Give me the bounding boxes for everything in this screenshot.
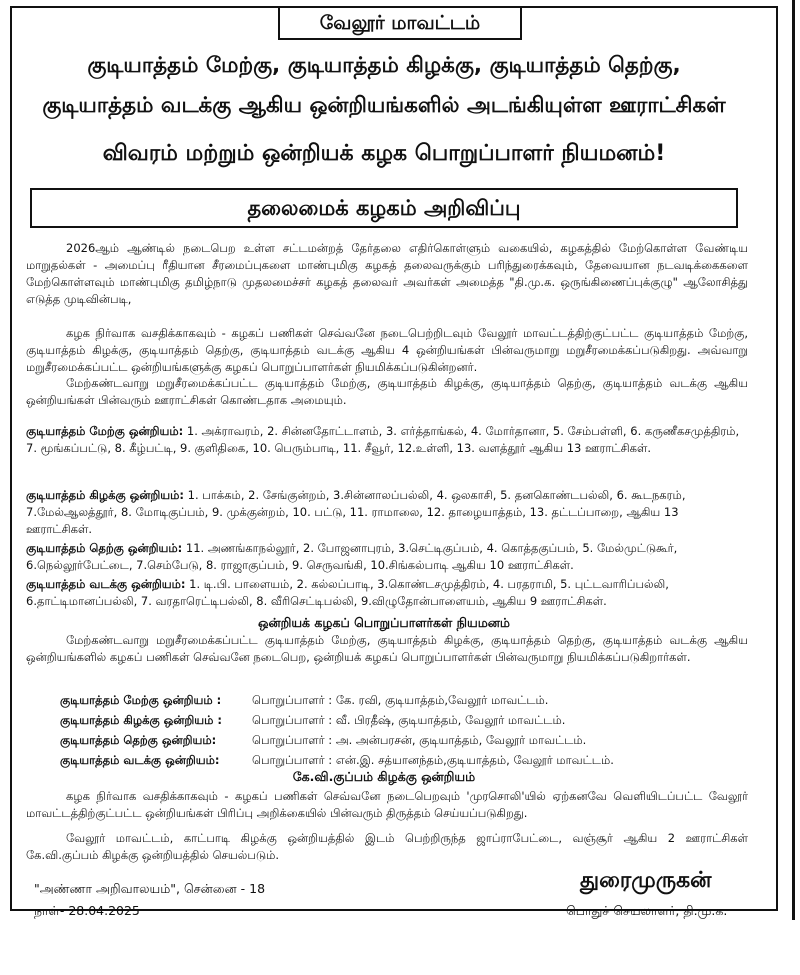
union-east-entry <box>26 487 748 538</box>
issue-date: நாள்- 28.04.2025 <box>34 903 140 918</box>
appointment-east-text: பொறுப்பாளர் : வீ. பிரதீஷ், குடியாத்தம், வேலூர் மாவட்டம். <box>252 713 566 727</box>
appointment-east-label: குடியாத்தம் கிழக்கு ஒன்றியம் : <box>60 713 222 727</box>
appointment-south <box>60 732 760 749</box>
union-west-label: குடியாத்தம் மேற்கு ஒன்றியம்: <box>26 424 184 438</box>
union-north-label: குடியாத்தம் வடக்கு ஒன்றியம்: <box>26 577 186 591</box>
announcement-banner: தலைமைக் கழகம் அறிவிப்பு <box>30 188 738 228</box>
appointment-north-label: குடியாத்தம் வடக்கு ஒன்றியம்: <box>60 753 220 767</box>
subheading-appointments: ஒன்றியக் கழகப் பொறுப்பாளர்கள் நியமனம் <box>257 615 510 630</box>
appointment-west-label: குடியாத்தம் மேற்கு ஒன்றியம் : <box>60 693 222 707</box>
union-east-label: குடியாத்தம் கிழக்கு ஒன்றியம்: <box>26 488 184 502</box>
paragraph-kv-kuppam: வேலூர் மாவட்டம், காட்பாடி கிழக்கு ஒன்றியத்தில் இடம் பெற்றிருந்த ஜாப்ராபேட்டை, வஞ்சூர் ஆகிய 2 ஊராட்சிகள் கே.வி.குப்பம் கிழக்கு ஒன்றியத்தில் செயல்படும். <box>26 831 748 862</box>
appointment-south-label: குடியாத்தம் தெற்கு ஒன்றியம்: <box>60 733 217 747</box>
appointment-north-text: பொறுப்பாளர் : என்.இ. சத்யானந்தம்,குடியாத்தம், வேலூர் மாவட்டம். <box>252 753 614 767</box>
union-west-entry <box>26 423 748 457</box>
paragraph-correction: கழக நிர்வாக வசதிக்காகவும் - கழகப் பணிகள் செவ்வனே நடைபெறவும் 'முரசொலி'யில் ஏற்கனவே வெளியிடப்பட்ட வேலூர் மாவட்டத்திற்குட்பட்ட ஒன்றியங்கள் பிரிப்பு அறிக்கையில் பின்வரும் திருத்தம் செய்யப்படுகிறது. <box>26 789 748 820</box>
appointment-north <box>60 752 760 769</box>
headline-line-2: குடியாத்தம் வடக்கு ஆகிய ஒன்றியங்களில் அடங்கியுள்ள ஊராட்சிகள் <box>42 93 726 118</box>
paragraph-appointments: மேற்கண்டவாறு மறுசீரமைக்கப்பட்ட குடியாத்தம் மேற்கு, குடியாத்தம் கிழக்கு, குடியாத்தம் தெற்கு, குடியாத்தம் வடக்கு ஆகிய ஒன்றியங்களில் கழகப் பணிகள் செவ்வனே நடைபெற, ஒன்றியக் கழகப் பொறுப்பாளர்கள் பின்வருமாறு நியமிக்கப்படுகிறார்கள். <box>26 633 748 664</box>
union-south-label: குடியாத்தம் தெற்கு ஒன்றியம்: <box>26 541 183 555</box>
union-south-list: 11. அணங்காநல்லூர், 2. போஜனாபுரம், 3.செட்டிகுப்பம், 4. கொத்தகுப்பம், 5. மேல்முட்டுகூர், 6.நெல்லூர்பேட்டை, 7.செம்பேடு, 8. ராஜாகுப்பம், 9. செருவங்கி, 10.சிங்கல்பாடி ஆகிய 10 ஊராட்சிகள். <box>26 541 678 572</box>
signatory-role: பொதுச் செயலாளர், தி.மு.க. <box>566 903 728 918</box>
issue-place: "அண்ணா அறிவாலயம்", சென்னை - 18 <box>34 881 266 896</box>
union-west-list: 1. அக்ராவரம், 2. சின்னதோட்டாளம், 3. எர்த்தாங்கல், 4. மோர்தானா, 5. சேம்பள்ளி, 6. கருணீகசமுத்திரம், 7. மூங்கப்பட்டு, 8. கீழ்பட்டி, 9. குளிதிகை, 10. பெரும்பாடி, 11. சீவூர், 12.உள்ளி, 13. வளத்தூர் ஆகிய 13 ஊராட்சிகள். <box>26 424 740 455</box>
appointment-east <box>60 712 760 729</box>
paragraph-restructure: கழக நிர்வாக வசதிக்காகவும் - கழகப் பணிகள் செவ்வனே நடைபெற்றிடவும் வேலூர் மாவட்டத்திற்குட்பட்ட குடியாத்தம் மேற்கு, குடியாத்தம் கிழக்கு, குடியாத்தம் தெற்கு, குடியாத்தம் வடக்கு ஆகிய 4 ஒன்றியங்கள் பின்வருமாறு மறுசீரமைக்கப்படுகிறது. அவ்வாறு மறுசீரமைக்கப்பட்ட ஒன்றியங்களுக்கு கழகப் பொறுப்பாளர்கள் நியமிக்கப்படுகின்றனர். <box>26 326 748 374</box>
subheading-kv-kuppam: கே.வி.குப்பம் கிழக்கு ஒன்றியம் <box>292 769 476 784</box>
union-north-entry <box>26 576 748 610</box>
union-east-list: 1. பாக்கம், 2. சேங்குன்றம், 3.சின்னாலப்பல்லி, 4. ஒலகாசி, 5. தனகொண்டபல்லி, 6. கூடநகரம், 7.மேல்ஆலத்தூர், 8. மோடிகுப்பம், 9. முக்குன்றம், 10. பட்டு, 11. ராமாலை, 12. தாழையாத்தம், 13. தட்டப்பாறை, ஆகிய 13 ஊராட்சிகள். <box>26 488 686 536</box>
appointment-south-text: பொறுப்பாளர் : அ. அன்பரசன், குடியாத்தம், வேலூர் மாவட்டம். <box>252 733 587 747</box>
paragraph-intro: 2026ஆம் ஆண்டில் நடைபெற உள்ள சட்டமன்றத் தேர்தலை எதிர்கொள்ளும் வகையில், கழகத்தில் மேற்கொள்ள வேண்டிய மாறுதல்கள் - அமைப்பு ரீதியான சீரமைப்புகளை மாண்புமிகு கழகத் தலைவருக்கும் பரிந்துரைக்கவும், தேவையான நடவடிக்கைகளை மேற்கொள்ளவும் மாண்புமிகு தமிழ்நாடு முதலமைச்சர் கழகத் தலைவர் அவர்கள் அமைத்த "தி.மு.க. ஒருங்கிணைப்புக்குழு" ஆலோசித்து எடுத்த முடிவின்படி, <box>26 241 748 306</box>
paragraph-panchayats: மேற்கண்டவாறு மறுசீரமைக்கப்பட்ட குடியாத்தம் மேற்கு, குடியாத்தம் கிழக்கு, குடியாத்தம் தெற்கு, குடியாத்தம் வடக்கு ஆகிய ஒன்றியங்கள் பின்வரும் ஊராட்சிகள் கொண்டதாக அமையும். <box>26 376 748 407</box>
district-title: வேலூர் மாவட்டம் <box>278 6 522 40</box>
headline-line-3: விவரம் மற்றும் ஒன்றியக் கழக பொறுப்பாளர் நியமனம்! <box>102 141 666 166</box>
page-edge-line <box>792 0 795 920</box>
appointment-west-text: பொறுப்பாளர் : கே. ரவி, குடியாத்தம்,வேலூர் மாவட்டம். <box>252 693 549 707</box>
signatory-name: துரைமுருகன் <box>580 868 712 893</box>
appointment-west <box>60 692 760 709</box>
union-south-entry <box>26 540 748 574</box>
headline-line-1: குடியாத்தம் மேற்கு, குடியாத்தம் கிழக்கு, குடியாத்தம் தெற்கு, <box>87 53 681 78</box>
union-north-list: 1. டி.பி. பாளையம், 2. கல்லப்பாடி, 3.கொண்டசமுத்திரம், 4. பரதராமி, 5. புட்டவாரிப்பல்லி, 6.தாட்டிமானப்பல்லி, 7. வரதாரெட்டிபல்லி, 8. வீரிசெட்டிபல்லி, 9.விழுதோன்பாளையம், ஆகிய 9 ஊராட்சிகள். <box>26 577 669 608</box>
